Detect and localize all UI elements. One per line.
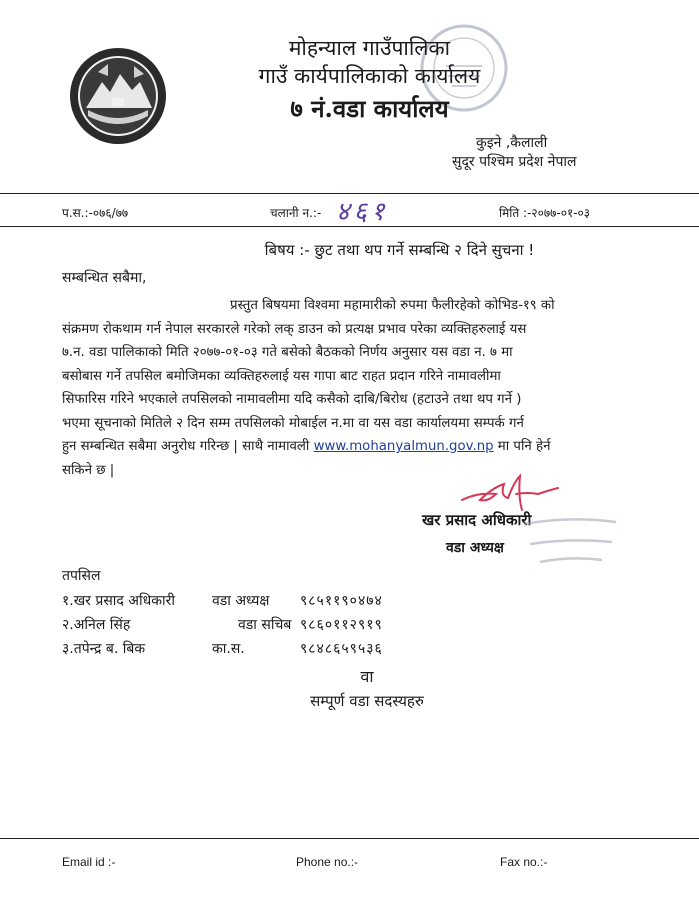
body-line: सकिने छ | — [62, 462, 115, 478]
salutation: सम्बन्धित सबैमा, — [62, 270, 147, 286]
body-line: भएमा सूचनाको मितिले २ दिन सम्म तपसिलको मोबाईल न.मा वा यस वडा कार्यालयमा सम्पर्क गर्न — [62, 415, 524, 431]
body-line: संक्रमण रोकथाम गर्न नेपाल सरकारले गरेको लक् डाउन को प्रत्यक्ष प्रभाव परेका व्यक्तिहरुलाई यस — [62, 321, 527, 337]
member-name: १.खर प्रसाद अधिकारी — [62, 593, 175, 609]
or-text: वा — [360, 667, 374, 686]
office-name: गाउँ कार्यपालिकाको कार्यालय — [258, 64, 481, 88]
body-line: ७.न. वडा पालिकाको मिति २०७७-०१-०३ गते बसेको बैठकको निर्णय अनुसार यस वडा न. ७ मा — [62, 345, 513, 360]
municipality-name: मोहन्याल गाउँपालिका — [288, 36, 451, 60]
body-line-with-link — [62, 435, 632, 459]
member-phone: ९८६०११२९१९ — [300, 617, 383, 633]
phone-label: Phone no.:- — [296, 855, 359, 869]
signatory-title: वडा अध्यक्ष — [446, 540, 504, 556]
body-line: प्रस्तुत बिषयमा विश्वमा महामारीको रुपमा फैलीरहेको कोभिड-१९ को — [230, 298, 555, 313]
dispatch-number-handwritten: ४६१ — [336, 197, 389, 227]
fax-label: Fax no.:- — [500, 855, 548, 869]
header-divider-bottom — [0, 226, 699, 227]
body-line: बसोबास गर्ने तपसिल बमोजिमका व्यक्तिहरुलाई यस गापा बाट राहत प्रदान गरिने नामावलीमा — [62, 368, 501, 384]
member-phone: ९८५११९०४७४ — [300, 593, 383, 609]
address-line-2: सुदूर पश्चिम प्रदेश नेपाल — [452, 154, 577, 170]
all-members-text: सम्पूर्ण वडा सदस्यहरु — [310, 692, 424, 710]
member-role: वडा अध्यक्ष — [212, 593, 270, 609]
signatory-name: खर प्रसाद अधिकारी — [422, 511, 532, 529]
letter-date: मिति :-२०७७-०१-०३ — [499, 206, 591, 220]
member-name: ३.तपेन्द्र ब. बिक — [62, 641, 146, 657]
body-line: सिफारिस गरिने भएकाले तपसिलको नामावलीमा यदि कसैको दाबि/बिरोध (हटाउने तथा थप गर्ने ) — [62, 392, 522, 407]
dispatch-label: चलानी न.:- — [270, 206, 322, 220]
name-stamp-icon — [520, 506, 620, 576]
member-phone: ९८४८६५९५३६ — [300, 641, 383, 657]
member-role: का.स. — [212, 641, 245, 657]
member-role: वडा सचिब — [238, 617, 292, 633]
body-text: मा पनि हेर्न — [493, 439, 551, 454]
address-line-1: कुइने ,कैलाली — [476, 135, 548, 151]
email-label: Email id :- — [62, 855, 116, 869]
list-title: तपसिल — [62, 568, 101, 584]
letter-body — [62, 294, 632, 482]
footer-divider — [0, 838, 699, 839]
website-link[interactable]: www.mohanyalmun.gov.np — [313, 439, 494, 454]
ward-office-title: ७ नं.वडा कार्यालय — [290, 94, 449, 123]
body-text: हुन सम्बन्धित सबैमा अनुरोध गरिन्छ | साथै नामावली — [62, 439, 314, 454]
member-name: २.अनिल सिंह — [62, 617, 131, 633]
letter-subject: बिषय :- छुट तथा थप गर्ने सम्बन्धि २ दिने सुचना ! — [264, 241, 535, 259]
reference-number: प.स.:-०७६/७७ — [62, 206, 129, 220]
